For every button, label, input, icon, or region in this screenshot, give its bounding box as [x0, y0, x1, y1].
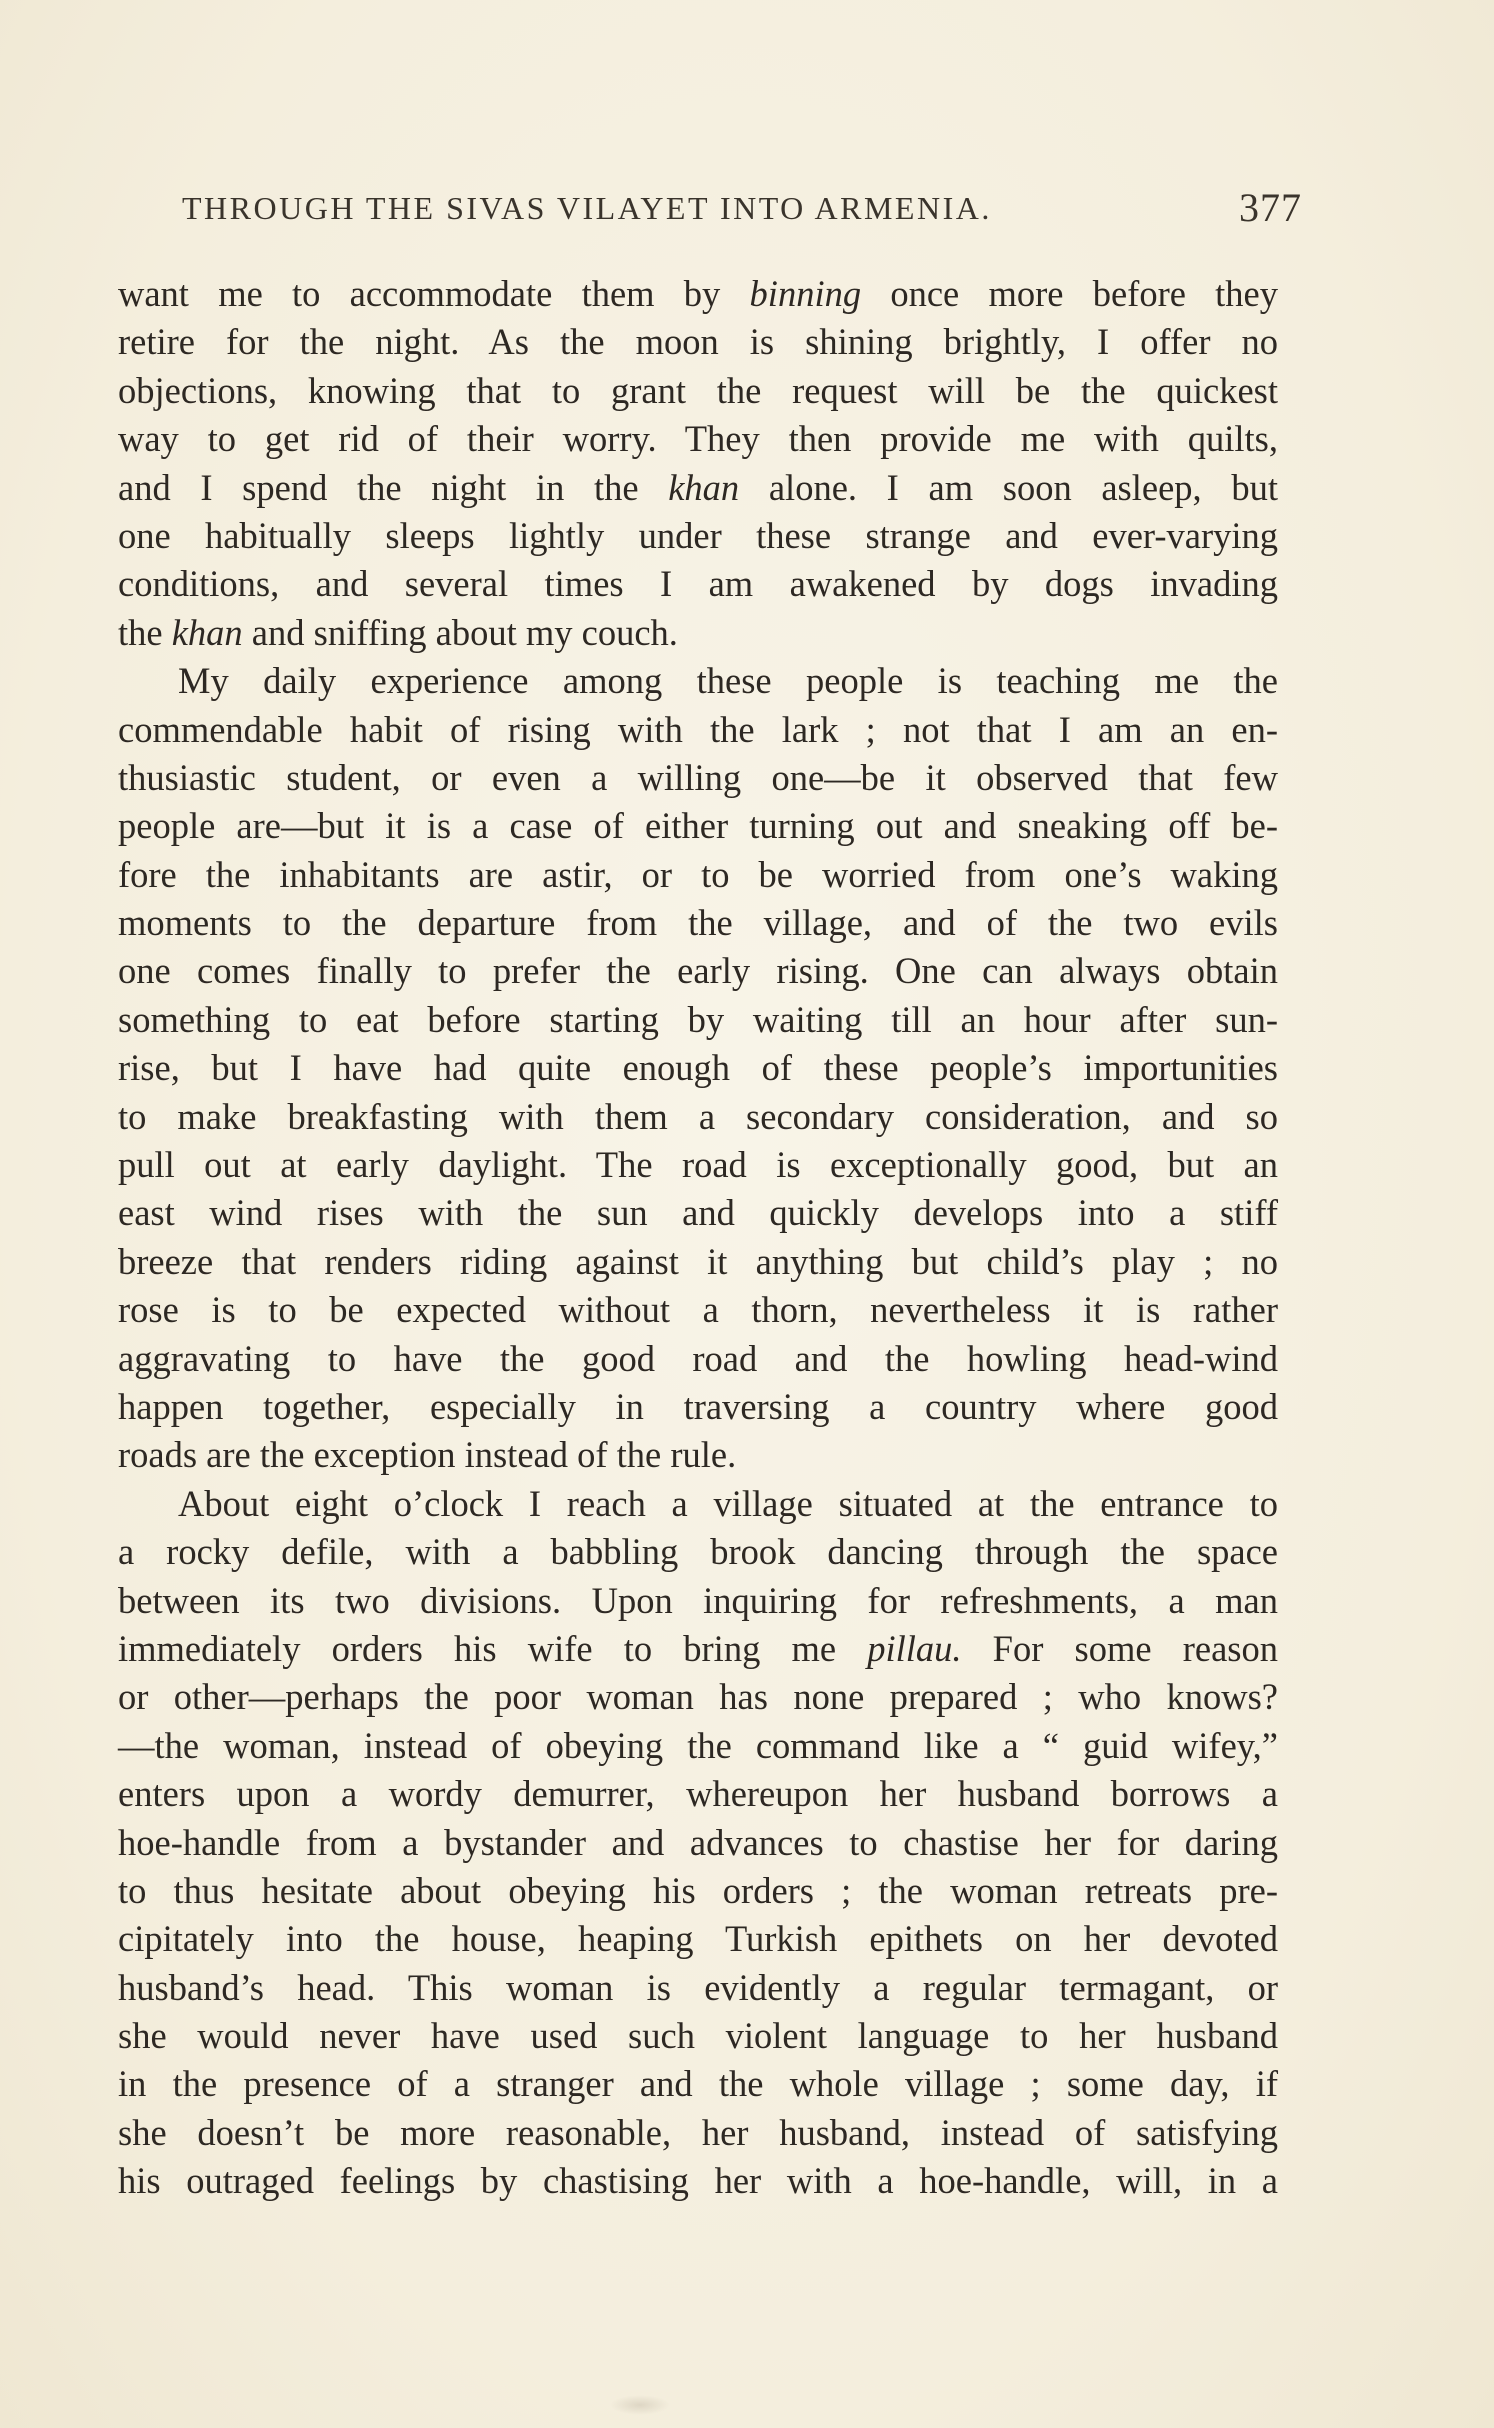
text-run: or other—perhaps the poor woman has none prepared ; who knows? [118, 1676, 1278, 1718]
text-run: commendable habit of rising with the lark ; not that I am an en- [118, 708, 1278, 750]
text-run: alone. I am soon asleep, but [739, 466, 1278, 508]
italic-word: khan [171, 611, 243, 653]
paragraph [118, 1480, 1278, 2206]
text-run: pull out at early daylight. The road is exceptionally good, but an [118, 1144, 1278, 1186]
text-run: My daily experience among these people is teaching me the [178, 660, 1278, 702]
text-line [118, 1141, 1278, 1189]
text-line [118, 947, 1278, 995]
text-run: once more before they [861, 273, 1279, 314]
text-line [118, 1915, 1278, 1963]
text-line [118, 1625, 1278, 1673]
text-run: and sniffing about my couch. [242, 611, 678, 653]
text-run: hoe-handle from a bystander and advances to chastise her for daring [118, 1821, 1278, 1863]
text-line [118, 1819, 1278, 1867]
text-line [118, 1431, 1278, 1479]
text-line [118, 1189, 1278, 1237]
text-run: his outraged feelings by chastising her with a hoe-handle, will, in a [118, 2160, 1278, 2202]
text-run: and I spend the night in the [118, 466, 669, 508]
page-number: 377 [1239, 185, 1302, 230]
text-line [118, 802, 1278, 850]
text-run: want me to accommodate them by [118, 273, 750, 314]
text-line [118, 2060, 1278, 2108]
text-run: people are—but it is a case of either turning out and sneaking off be- [118, 805, 1278, 847]
text-line [118, 754, 1278, 802]
text-line [118, 367, 1278, 415]
text-line [118, 2157, 1278, 2205]
text-run: to make breakfasting with them a secondary consideration, and so [118, 1095, 1278, 1137]
page-smudge [610, 2395, 670, 2415]
text-line [118, 899, 1278, 947]
text-line [118, 1673, 1278, 1721]
text-line [118, 512, 1278, 560]
text-run: thusiastic student, or even a willing one—be it observed that few [118, 756, 1278, 798]
text-run: rise, but I have had quite enough of these people’s importunities [118, 1047, 1278, 1089]
text-line [118, 1044, 1278, 1092]
text-line [118, 1528, 1278, 1576]
text-run: cipitately into the house, heaping Turkish epithets on her devoted [118, 1918, 1278, 1960]
text-run: she doesn’t be more reasonable, her husband, instead of satisfying [118, 2111, 1278, 2153]
text-line [118, 1722, 1278, 1770]
paragraph [118, 270, 1278, 657]
text-line [118, 415, 1278, 463]
text-line [118, 851, 1278, 899]
text-line [118, 318, 1278, 366]
running-head-title: THROUGH THE SIVAS VILAYET INTO ARMENIA. [182, 190, 992, 226]
body-text [118, 270, 1278, 2206]
italic-word: khan [668, 466, 740, 508]
text-line [118, 1093, 1278, 1141]
text-run: breeze that renders riding against it anything but child’s play ; no [118, 1240, 1278, 1282]
text-run: rose is to be expected without a thorn, nevertheless it is rather [118, 1289, 1278, 1331]
text-line [118, 1383, 1278, 1431]
text-run: objections, knowing that to grant the request will be the quickest [118, 369, 1278, 411]
text-run: About eight o’clock I reach a village situated at the entrance to [178, 1482, 1278, 1524]
paragraph [118, 657, 1278, 1480]
text-run: to thus hesitate about obeying his orders ; the woman retreats pre- [118, 1869, 1278, 1911]
italic-word: pillau. [867, 1627, 962, 1669]
text-line [118, 1286, 1278, 1334]
text-run: —the woman, instead of obeying the command like a “ guid wifey,” [118, 1724, 1278, 1766]
text-run: between its two divisions. Upon inquiring for refreshments, a man [118, 1579, 1278, 1621]
text-run: roads are the exception instead of the rule. [118, 1434, 737, 1476]
text-run: enters upon a wordy demurrer, whereupon her husband borrows a [118, 1773, 1278, 1815]
text-run: For some reason [961, 1627, 1279, 1669]
text-run: immediately orders his wife to bring me [118, 1627, 868, 1669]
text-run: one habitually sleeps lightly under these strange and ever-varying [118, 514, 1278, 556]
text-run: aggravating to have the good road and the howling head-wind [118, 1337, 1278, 1379]
text-run: one comes finally to prefer the early rising. One can always obtain [118, 950, 1278, 992]
text-run: conditions, and several times I am awakened by dogs invading [118, 563, 1278, 605]
text-line [118, 1335, 1278, 1383]
text-line [118, 2012, 1278, 2060]
text-run: in the presence of a stranger and the whole village ; some day, if [118, 2063, 1278, 2105]
text-line [118, 996, 1278, 1044]
text-run: a rocky defile, with a babbling brook dancing through the space [118, 1531, 1278, 1573]
text-run: husband’s head. This woman is evidently a regular termagant, or [118, 1966, 1278, 2008]
text-line [118, 464, 1278, 512]
text-run: the [118, 611, 172, 653]
text-line [118, 1577, 1278, 1625]
text-run: retire for the night. As the moon is shining brightly, I offer no [118, 321, 1278, 363]
running-head [182, 185, 1302, 240]
text-line [118, 706, 1278, 754]
italic-word: binning [749, 273, 862, 314]
text-run: way to get rid of their worry. They then provide me with quilts, [118, 418, 1278, 460]
text-line [118, 1480, 1278, 1528]
text-line [118, 1964, 1278, 2012]
text-line [118, 270, 1278, 318]
text-line [118, 2109, 1278, 2157]
text-line [118, 657, 1278, 705]
text-run: moments to the departure from the village, and of the two evils [118, 902, 1278, 944]
text-run: happen together, especially in traversing a country where good [118, 1385, 1278, 1427]
text-run: fore the inhabitants are astir, or to be worried from one’s waking [118, 853, 1278, 895]
text-run: she would never have used such violent language to her husband [118, 2015, 1278, 2057]
text-line [118, 560, 1278, 608]
text-line [118, 1867, 1278, 1915]
text-line [118, 1238, 1278, 1286]
text-run: something to eat before starting by waiting till an hour after sun- [118, 998, 1278, 1040]
text-line [118, 1770, 1278, 1818]
text-run: east wind rises with the sun and quickly develops into a stiff [118, 1192, 1278, 1234]
text-line [118, 609, 1278, 657]
